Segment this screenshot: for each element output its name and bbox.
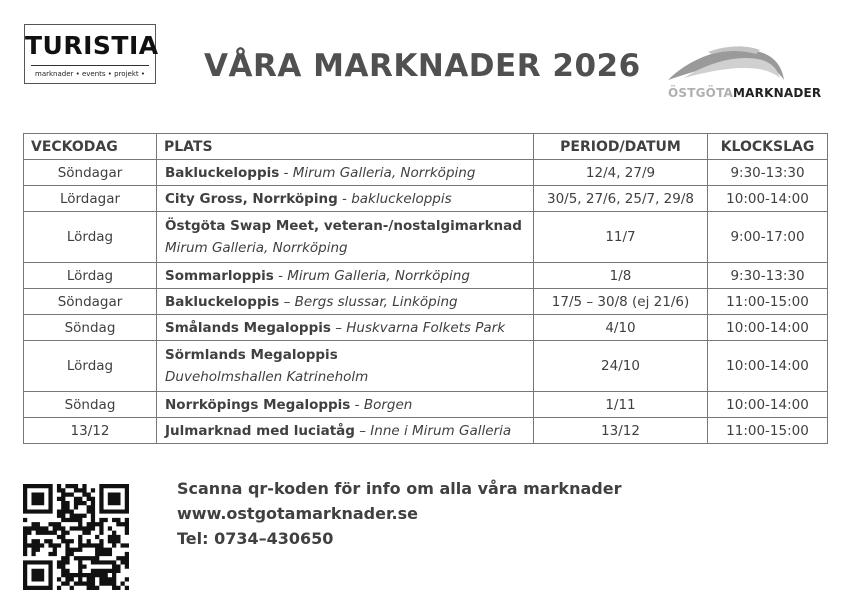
cell-klockslag: 9:30-13:30 <box>708 263 828 289</box>
cell-period: 24/10 <box>534 341 708 392</box>
footer-scan-text: Scanna qr-koden för info om alla våra marknader <box>177 479 622 498</box>
cell-veckodag: Lördag <box>24 263 157 289</box>
turistia-logo-rule <box>31 65 149 66</box>
turistia-logo <box>24 24 159 84</box>
cell-plats <box>157 160 534 186</box>
ostgotamarknader-logo <box>664 40 822 102</box>
place-separator: – <box>279 293 295 310</box>
cell-klockslag: 11:00-15:00 <box>708 289 828 315</box>
place-name: City Gross, Norrköping <box>165 190 338 207</box>
qr-code-icon <box>23 484 131 590</box>
cell-veckodag: Lördagar <box>24 186 157 212</box>
cell-plats <box>157 418 534 444</box>
place-name: Sörmlands Megaloppis <box>165 347 338 363</box>
header-veckodag: VECKODAG <box>24 134 157 160</box>
place-separator: – <box>354 422 371 439</box>
place-name: Bakluckeloppis <box>165 293 280 310</box>
cell-klockslag: 10:00-14:00 <box>708 315 828 341</box>
logo-name-dark: MARKNADER <box>733 86 822 100</box>
header-period: PERIOD/DATUM <box>534 134 708 160</box>
cell-plats <box>157 392 534 418</box>
cell-klockslag: 10:00-14:00 <box>708 392 828 418</box>
cell-klockslag: 10:00-14:00 <box>708 341 828 392</box>
swoosh-logo-icon <box>664 40 804 86</box>
cell-period: 17/5 – 30/8 (ej 21/6) <box>534 289 708 315</box>
header-klockslag: KLOCKSLAG <box>708 134 828 160</box>
cell-plats <box>157 341 534 392</box>
place-name: Julmarknad med luciatåg <box>165 422 355 439</box>
cell-plats <box>157 315 534 341</box>
cell-klockslag: 9:00-17:00 <box>708 212 828 263</box>
cell-period: 30/5, 27/6, 25/7, 29/8 <box>534 186 708 212</box>
cell-period: 1/8 <box>534 263 708 289</box>
cell-period: 13/12 <box>534 418 708 444</box>
markets-table <box>23 133 828 444</box>
cell-period: 4/10 <box>534 315 708 341</box>
table-header-row <box>24 134 828 160</box>
footer-phone: Tel: 0734–430650 <box>177 529 334 548</box>
place-location: Huskvarna Folkets Park <box>346 319 506 336</box>
table-row <box>24 289 828 315</box>
cell-klockslag: 10:00-14:00 <box>708 186 828 212</box>
cell-plats <box>157 186 534 212</box>
cell-period: 1/11 <box>534 392 708 418</box>
logo-name-light: ÖSTGÖTA <box>668 86 734 100</box>
place-location: Duveholmshallen Katrineholm <box>165 369 369 385</box>
turistia-logo-tagline: marknader • events • projekt • <box>35 70 145 78</box>
place-name: Smålands Megaloppis <box>165 319 331 336</box>
turistia-logo-brand: TURISTIA <box>25 31 159 60</box>
place-location: Bergs slussar, Linköping <box>294 293 458 310</box>
cell-plats <box>157 289 534 315</box>
place-name: Sommarloppis <box>165 267 274 284</box>
header-plats: PLATS <box>157 134 534 160</box>
table-row <box>24 212 828 263</box>
place-location: Mirum Galleria, Norrköping <box>292 164 476 181</box>
cell-plats <box>157 212 534 263</box>
table-row <box>24 263 828 289</box>
qr-modules <box>23 484 129 590</box>
place-location: Mirum Galleria, Norrköping <box>287 267 470 284</box>
table-row <box>24 315 828 341</box>
cell-veckodag: Söndag <box>24 392 157 418</box>
table-row <box>24 186 828 212</box>
cell-veckodag: Lördag <box>24 341 157 392</box>
place-separator: - <box>337 190 352 207</box>
place-location: bakluckeloppis <box>351 190 452 207</box>
place-location: Mirum Galleria, Norrköping <box>165 240 348 256</box>
table-row <box>24 160 828 186</box>
table-row <box>24 418 828 444</box>
place-name: Bakluckeloppis <box>165 164 280 181</box>
place-separator: - <box>350 396 364 413</box>
cell-period: 12/4, 27/9 <box>534 160 708 186</box>
footer-website[interactable]: www.ostgotamarknader.se <box>177 504 419 523</box>
place-location: Inne i Mirum Galleria <box>370 422 512 439</box>
place-separator: – <box>330 319 347 336</box>
table-row <box>24 341 828 392</box>
cell-klockslag: 11:00-15:00 <box>708 418 828 444</box>
place-name: Östgöta Swap Meet, veteran-/nostalgimarknad <box>165 218 522 234</box>
cell-veckodag: 13/12 <box>24 418 157 444</box>
place-name: Norrköpings Megaloppis <box>165 396 351 413</box>
ostgotamarknader-logo-text <box>668 86 821 100</box>
cell-veckodag: Lördag <box>24 212 157 263</box>
footer-info <box>177 476 621 551</box>
cell-veckodag: Söndagar <box>24 160 157 186</box>
place-separator: - <box>273 267 288 284</box>
cell-klockslag: 9:30-13:30 <box>708 160 828 186</box>
table-row <box>24 392 828 418</box>
cell-veckodag: Söndagar <box>24 289 157 315</box>
cell-plats <box>157 263 534 289</box>
place-location: Borgen <box>363 396 413 413</box>
place-separator: - <box>279 164 293 181</box>
page-title: VÅRA MARKNADER 2026 <box>204 48 641 84</box>
cell-veckodag: Söndag <box>24 315 157 341</box>
cell-period: 11/7 <box>534 212 708 263</box>
